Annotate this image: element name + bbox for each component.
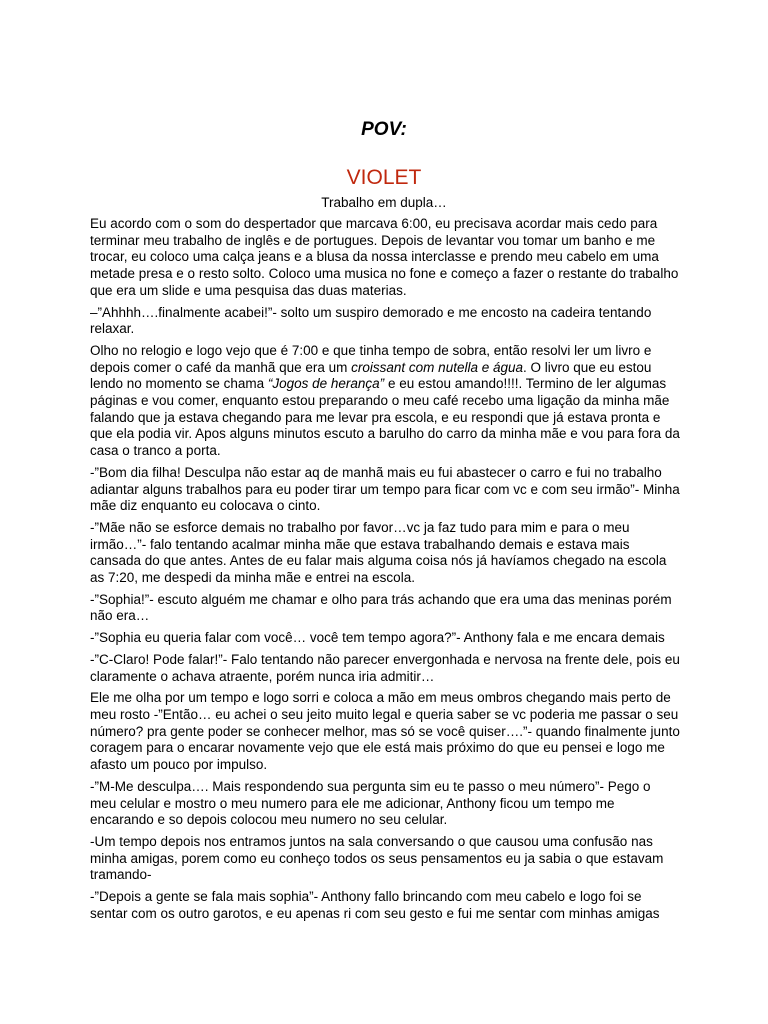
paragraph: -”Depois a gente se fala mais sophia”- Anthony fallo brincando com meu cabelo e logo foi se sentar com os outro garotos, e eu apenas ri com seu gesto e fui me sentar com minhas amigas — [90, 889, 660, 921]
paragraph: -”Bom dia filha! Desculpa não estar aq de manhã mais eu fui abastecer o carro e fui no trabalho adiantar alguns trabalhos para eu poder tirar um tempo para ficar com vc e com seu irmão”- Minha mãe diz enquanto eu colocava o cinto. — [90, 464, 680, 514]
paragraph: -”M-Me desculpa…. Mais respondendo sua pergunta sim eu te passo o meu número”- Pego o meu celular e mostro o meu numero para ele me adicionar, Anthony ficou um tempo me encarando e so depois colocou meu numero no seu celular. — [90, 778, 651, 828]
pov-heading: POV: — [361, 119, 407, 140]
paragraph: Ele me olha por um tempo e logo sorri e coloca a mão em meus ombros chegando mais perto de meu rosto -”Então… eu achei o seu jeito muito legal e queria saber se vc poderia me passar o seu número? pra gente poder se conhecer melhor, mas só se você quiser….”- quando finalmente junto coragem para o encarar novamente vejo que ele está mais próximo do que eu pensei e logo me afasto um pouco por impulso. — [90, 690, 680, 773]
paragraph: Eu acordo com o som do despertador que marcava 6:00, eu precisava acordar mais cedo para terminar meu trabalho de inglês e de portugues. Depois de levantar vou tomar um banho e me trocar, eu coloco uma calça jeans e a blusa da nossa interclasse e prendo meu cabelo em uma metade presa e o resto solto. Coloco uma musica no fone e começo a fazer o restante do trabalho que era um slide e uma pesquisa das duas materias. — [90, 216, 679, 298]
book-title: “Jogos de herança” — [267, 376, 385, 392]
paragraph: –”Ahhhh….finalmente acabei!”- solto um suspiro demorado e me encosto na cadeira tentando relaxar. — [90, 304, 652, 337]
paragraph: -”Sophia!”- escuto alguém me chamar e olho para trás achando que era uma das meninas porém não era… — [90, 591, 672, 624]
character-name: VIOLET — [346, 166, 422, 189]
paragraph: -Um tempo depois nos entramos juntos na sala conversando o que causou uma confusão nas minha amigas, porem como eu conheço todos os seus pensamentos eu ja sabia o que estavam tramando- — [90, 833, 664, 883]
italic-text: croissant com nutella e água — [351, 359, 524, 375]
paragraph: Olho no relogio e logo vejo que é 7:00 e que tinha tempo de sobra, então resolvi ler um livro e depois comer o café da manhã que era um croissant com nutella e água. O livro que eu estou lendo no momento se chama “Jogos de herança” e eu estou amando!!!!. Termino de ler algumas páginas e vou comer, enquanto estou preparando o meu café recebo uma ligação da minha mãe falando que ja estava chegando para me levar pra escola, e eu respondi que já estava pronta e que ela podia vir. Apos alguns minutos escuto a barulho do carro da minha mãe e vou para fora da casa o tranco a porta. — [90, 342, 680, 459]
paragraph: -”Mãe não se esforce demais no trabalho por favor…vc ja faz tudo para mim e para o meu irmão…”- falo tentando acalmar minha mãe que estava trabalhando demais e estava mais cansada do que antes. Antes de eu falar mais alguma coisa nós já havíamos chegado na escola as 7:20, me despedi da minha mãe e entrei na escola. — [90, 519, 667, 586]
chapter-title: Trabalho em dupla… — [321, 195, 447, 210]
story-body — [90, 216, 680, 927]
paragraph: -”C-Claro! Pode falar!”- Falo tentando não parecer envergonhada e nervosa na frente dele, pois eu claramente o achava atraente, porém nunca iria admitir… — [90, 651, 680, 684]
paragraph: -”Sophia eu queria falar com você… você tem tempo agora?”- Anthony fala e me encara demais — [90, 630, 665, 646]
